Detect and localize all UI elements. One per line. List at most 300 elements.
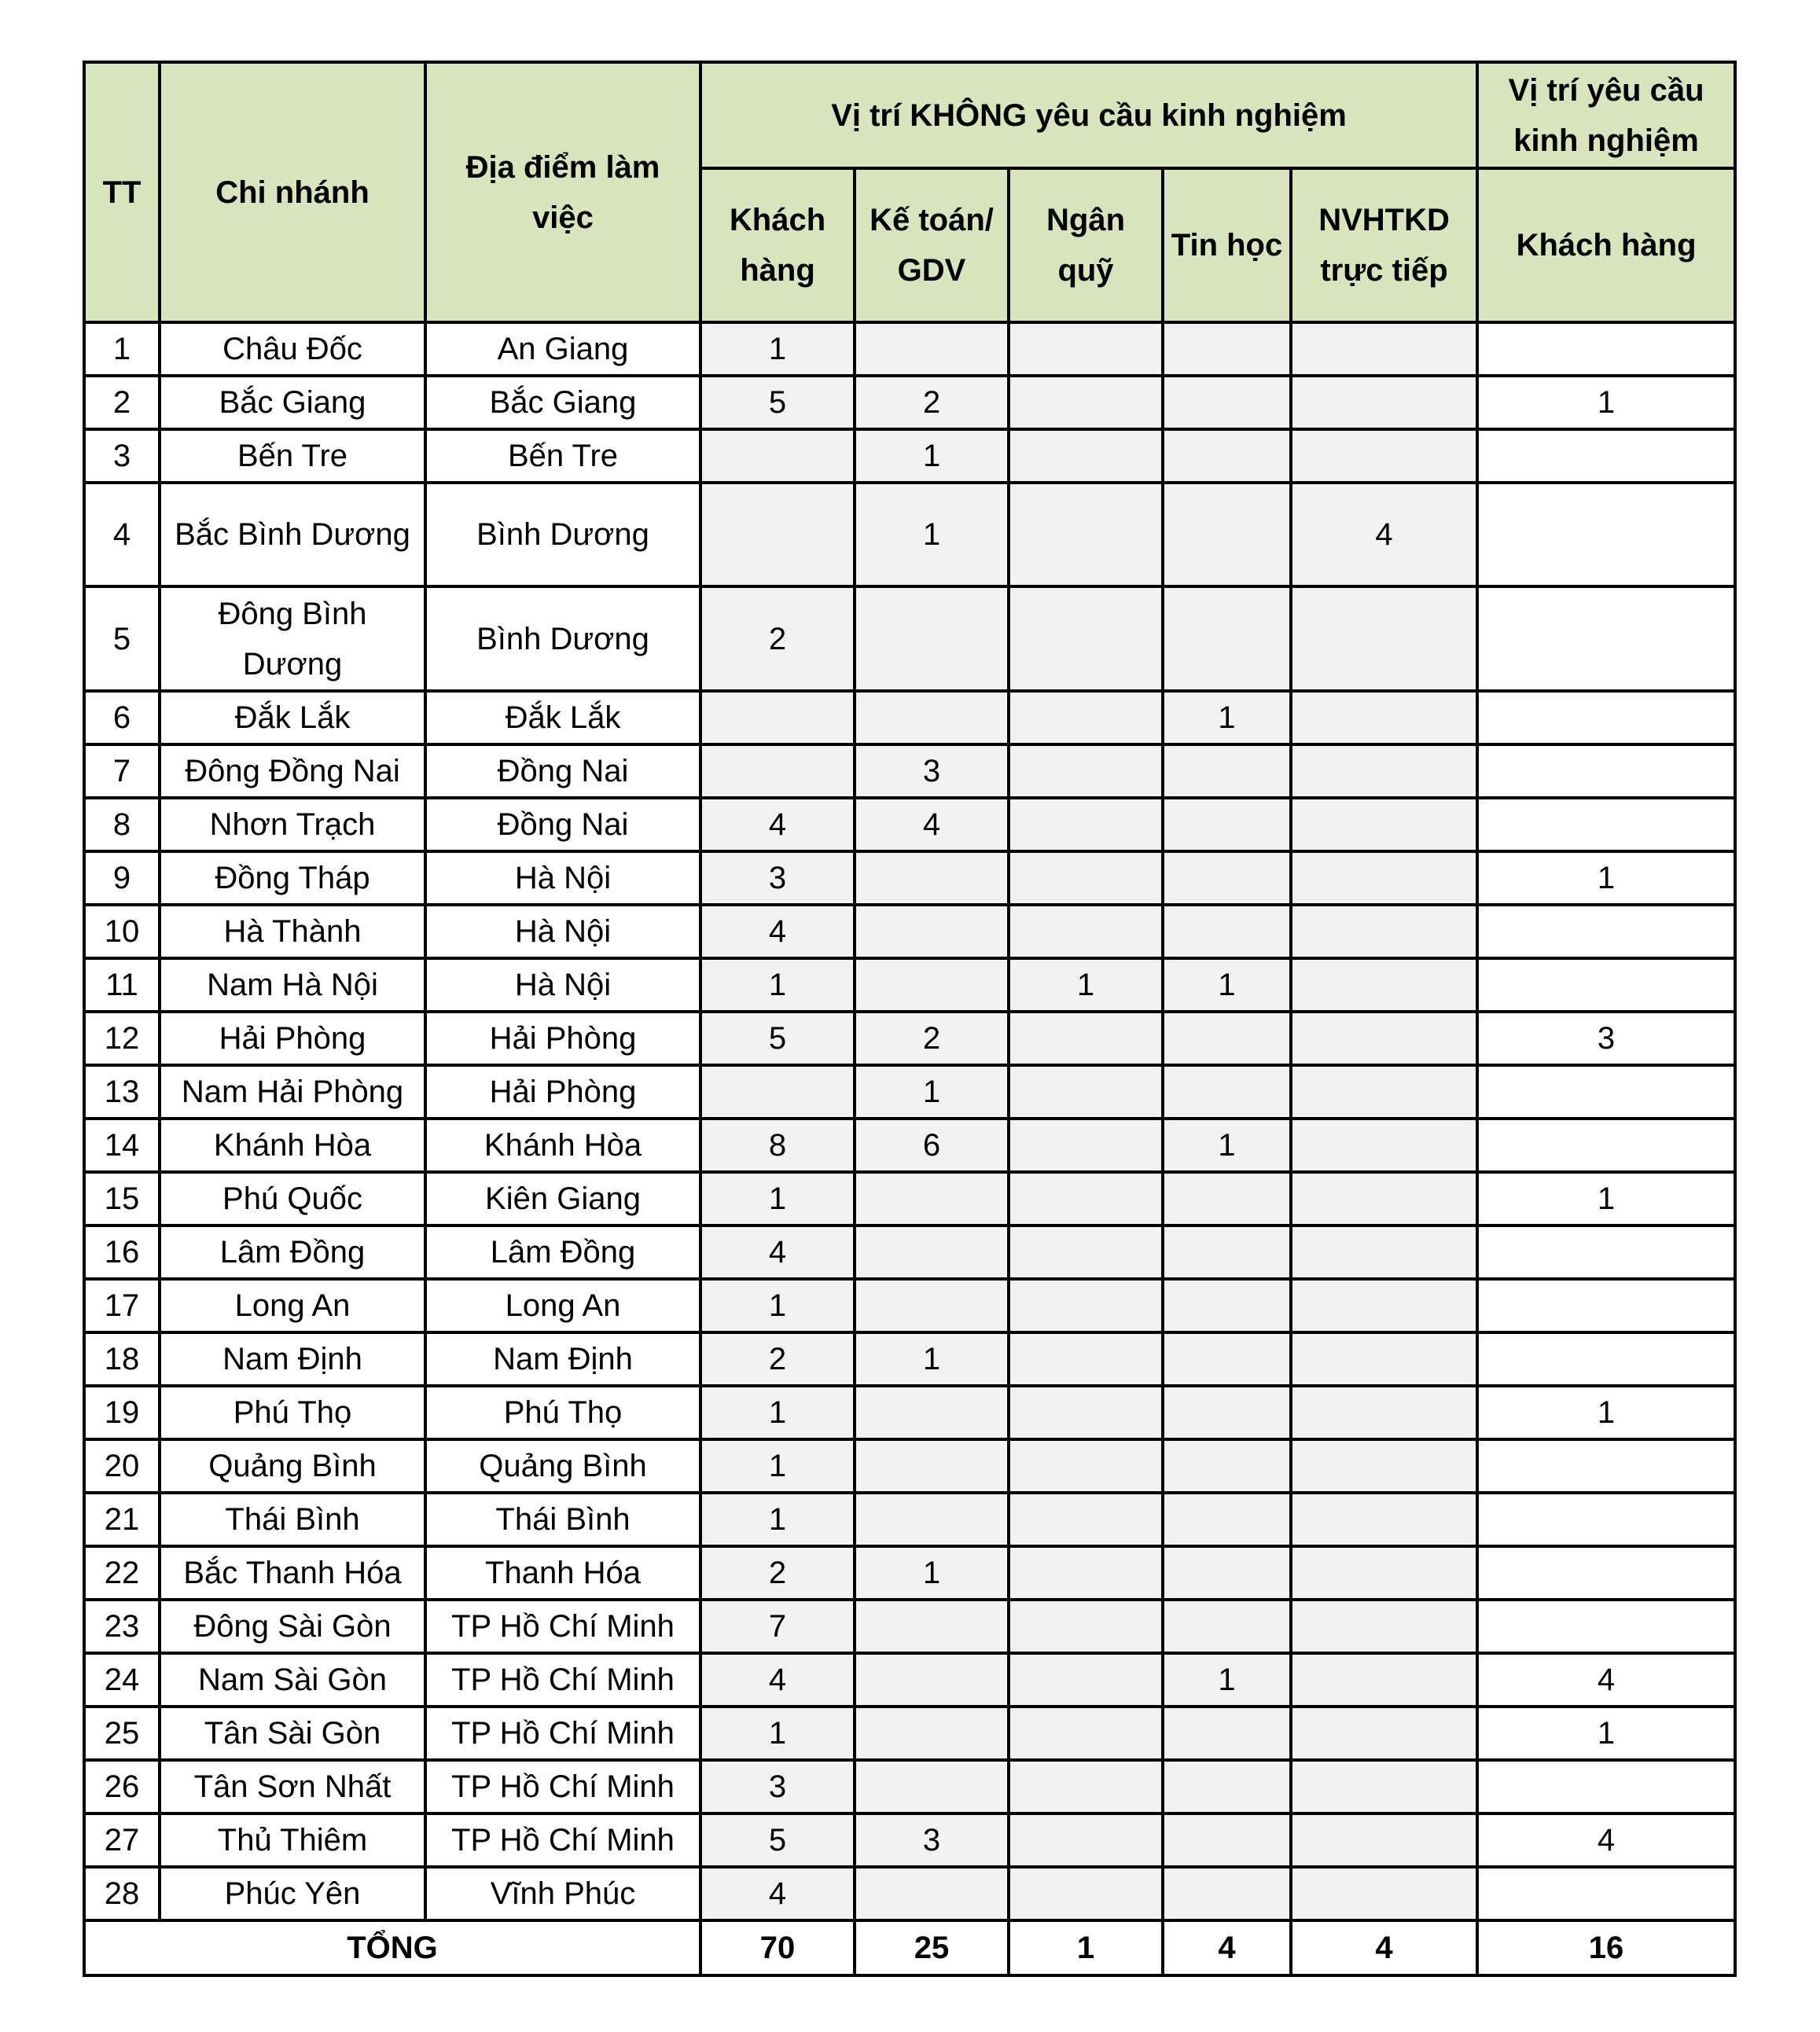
cell-branch: Bắc Thanh Hóa [160,1546,425,1600]
cell-accounting [855,1172,1009,1225]
cell-location: TP Hồ Chí Minh [425,1653,700,1707]
cell-it [1163,1386,1291,1439]
cell-experienced-customer [1477,1867,1735,1920]
recruitment-table [83,61,1737,1977]
cell-nvhtkd [1291,1600,1477,1653]
cell-experienced-customer [1477,691,1735,744]
cell-experienced-customer [1477,1332,1735,1386]
cell-accounting [855,1439,1009,1493]
cell-location: Long An [425,1279,700,1332]
cell-location: Kiên Giang [425,1172,700,1225]
cell-experienced-customer [1477,483,1735,586]
cell-tt: 25 [84,1707,160,1760]
cell-it [1163,1225,1291,1279]
cell-experienced-customer [1477,958,1735,1012]
cell-treasury [1009,744,1163,798]
cell-customer: 1 [700,1279,855,1332]
table-row [84,1065,1735,1119]
table-row [84,1493,1735,1546]
cell-customer: 1 [700,958,855,1012]
cell-customer: 1 [700,1493,855,1546]
cell-customer: 1 [700,1707,855,1760]
cell-location: Lâm Đồng [425,1225,700,1279]
table-row [84,429,1735,483]
cell-customer: 4 [700,905,855,958]
cell-location: Quảng Bình [425,1439,700,1493]
cell-customer [700,1065,855,1119]
table-row [84,1439,1735,1493]
cell-location: Phú Thọ [425,1386,700,1439]
cell-it [1163,1172,1291,1225]
cell-treasury [1009,691,1163,744]
cell-branch: Đông Bình Dương [160,586,425,690]
cell-location: Hà Nội [425,851,700,905]
table-row [84,586,1735,690]
cell-location: Thanh Hóa [425,1546,700,1600]
cell-nvhtkd [1291,322,1477,376]
cell-it: 1 [1163,1653,1291,1707]
table-row [84,1225,1735,1279]
cell-nvhtkd [1291,1546,1477,1600]
table-row [84,322,1735,376]
cell-accounting [855,1653,1009,1707]
cell-nvhtkd: 4 [1291,483,1477,586]
cell-it [1163,744,1291,798]
cell-customer: 4 [700,1653,855,1707]
cell-nvhtkd [1291,1760,1477,1813]
cell-accounting: 1 [855,1065,1009,1119]
cell-location: An Giang [425,322,700,376]
cell-it [1163,798,1291,851]
cell-location: Khánh Hòa [425,1119,700,1172]
cell-accounting: 6 [855,1119,1009,1172]
cell-customer: 4 [700,798,855,851]
cell-treasury: 1 [1009,958,1163,1012]
cell-branch: Đắk Lắk [160,691,425,744]
cell-customer: 1 [700,1172,855,1225]
cell-treasury [1009,1546,1163,1600]
cell-location: Bình Dương [425,483,700,586]
header-no-experience-group: Vị trí KHÔNG yêu cầu kinh nghiệm [700,62,1477,168]
cell-accounting: 3 [855,744,1009,798]
header-branch: Chi nhánh [160,62,425,322]
cell-it [1163,1813,1291,1867]
cell-experienced-customer [1477,1119,1735,1172]
table-row [84,483,1735,586]
cell-treasury [1009,1600,1163,1653]
cell-it [1163,1065,1291,1119]
cell-accounting [855,691,1009,744]
cell-accounting: 2 [855,376,1009,429]
cell-customer: 4 [700,1867,855,1920]
cell-it [1163,1760,1291,1813]
cell-nvhtkd [1291,1386,1477,1439]
cell-tt: 22 [84,1546,160,1600]
header-it: Tin học [1163,168,1291,322]
cell-nvhtkd [1291,744,1477,798]
cell-branch: Đồng Tháp [160,851,425,905]
cell-experienced-customer [1477,905,1735,958]
cell-it [1163,376,1291,429]
table-row [84,958,1735,1012]
cell-tt: 9 [84,851,160,905]
cell-it [1163,483,1291,586]
cell-location: TP Hồ Chí Minh [425,1600,700,1653]
cell-tt: 15 [84,1172,160,1225]
cell-location: Hải Phòng [425,1012,700,1065]
cell-treasury [1009,586,1163,690]
cell-tt: 6 [84,691,160,744]
cell-accounting: 3 [855,1813,1009,1867]
cell-nvhtkd [1291,1332,1477,1386]
cell-accounting [855,1493,1009,1546]
header-customer: Khách hàng [700,168,855,322]
cell-treasury [1009,1225,1163,1279]
cell-customer [700,483,855,586]
table-row [84,798,1735,851]
cell-it: 1 [1163,691,1291,744]
cell-location: Hải Phòng [425,1065,700,1119]
cell-branch: Đông Đồng Nai [160,744,425,798]
cell-accounting: 1 [855,483,1009,586]
cell-nvhtkd [1291,586,1477,690]
cell-customer: 5 [700,1813,855,1867]
cell-customer [700,744,855,798]
cell-experienced-customer [1477,429,1735,483]
cell-accounting [855,1760,1009,1813]
cell-nvhtkd [1291,1813,1477,1867]
cell-it [1163,1279,1291,1332]
header-experienced-customer: Khách hàng [1477,168,1735,322]
cell-location: TP Hồ Chí Minh [425,1707,700,1760]
cell-branch: Đông Sài Gòn [160,1600,425,1653]
cell-it [1163,429,1291,483]
total-treasury: 1 [1009,1920,1163,1975]
cell-tt: 28 [84,1867,160,1920]
cell-customer [700,429,855,483]
cell-treasury [1009,1867,1163,1920]
cell-treasury [1009,1119,1163,1172]
cell-experienced-customer [1477,586,1735,690]
cell-customer [700,691,855,744]
cell-experienced-customer: 1 [1477,1707,1735,1760]
cell-experienced-customer: 4 [1477,1813,1735,1867]
header-treasury: Ngân quỹ [1009,168,1163,322]
cell-nvhtkd [1291,905,1477,958]
cell-nvhtkd [1291,1172,1477,1225]
cell-branch: Châu Đốc [160,322,425,376]
table-row [84,744,1735,798]
header-tt: TT [84,62,160,322]
cell-location: Vĩnh Phúc [425,1867,700,1920]
cell-customer: 5 [700,376,855,429]
cell-tt: 10 [84,905,160,958]
cell-branch: Hải Phòng [160,1012,425,1065]
cell-nvhtkd [1291,1707,1477,1760]
cell-nvhtkd [1291,1867,1477,1920]
cell-treasury [1009,1760,1163,1813]
cell-nvhtkd [1291,691,1477,744]
cell-customer: 2 [700,1546,855,1600]
cell-treasury [1009,1386,1163,1439]
cell-branch: Tân Sài Gòn [160,1707,425,1760]
cell-customer: 2 [700,586,855,690]
cell-customer: 1 [700,1439,855,1493]
cell-experienced-customer: 1 [1477,376,1735,429]
cell-location: Thái Bình [425,1493,700,1546]
cell-tt: 27 [84,1813,160,1867]
header-nvhtkd: NVHTKD trực tiếp [1291,168,1477,322]
total-accounting: 25 [855,1920,1009,1975]
table-row [84,1813,1735,1867]
cell-tt: 16 [84,1225,160,1279]
cell-treasury [1009,1172,1163,1225]
cell-tt: 21 [84,1493,160,1546]
table-row [84,1119,1735,1172]
cell-it: 1 [1163,958,1291,1012]
header-location: Địa điểm làm việc [425,62,700,322]
cell-branch: Nhơn Trạch [160,798,425,851]
cell-branch: Thủ Thiêm [160,1813,425,1867]
cell-tt: 12 [84,1012,160,1065]
cell-location: Hà Nội [425,905,700,958]
cell-customer: 8 [700,1119,855,1172]
cell-accounting [855,1279,1009,1332]
cell-it [1163,1600,1291,1653]
cell-branch: Hà Thành [160,905,425,958]
cell-nvhtkd [1291,1225,1477,1279]
cell-branch: Nam Hà Nội [160,958,425,1012]
cell-tt: 3 [84,429,160,483]
cell-tt: 5 [84,586,160,690]
cell-it [1163,586,1291,690]
cell-nvhtkd [1291,1653,1477,1707]
table-header [84,62,1735,322]
cell-branch: Bến Tre [160,429,425,483]
cell-branch: Nam Sài Gòn [160,1653,425,1707]
cell-treasury [1009,376,1163,429]
table-row [84,1332,1735,1386]
cell-tt: 17 [84,1279,160,1332]
table-row [84,1867,1735,1920]
cell-it [1163,1012,1291,1065]
cell-it [1163,1332,1291,1386]
cell-nvhtkd [1291,429,1477,483]
cell-tt: 13 [84,1065,160,1119]
cell-tt: 7 [84,744,160,798]
cell-customer: 4 [700,1225,855,1279]
table-row [84,1707,1735,1760]
cell-it [1163,1867,1291,1920]
cell-branch: Thái Bình [160,1493,425,1546]
table-row [84,1600,1735,1653]
cell-location: TP Hồ Chí Minh [425,1813,700,1867]
cell-branch: Lâm Đồng [160,1225,425,1279]
cell-tt: 4 [84,483,160,586]
cell-experienced-customer: 1 [1477,851,1735,905]
cell-experienced-customer [1477,1600,1735,1653]
total-experienced-customer: 16 [1477,1920,1735,1975]
cell-location: TP Hồ Chí Minh [425,1760,700,1813]
cell-accounting [855,1867,1009,1920]
header-experience-group: Vị trí yêu cầu kinh nghiệm [1477,62,1735,168]
total-label: TỔNG [84,1920,700,1975]
cell-experienced-customer [1477,744,1735,798]
total-row [84,1920,1735,1975]
cell-experienced-customer [1477,1439,1735,1493]
cell-experienced-customer [1477,1065,1735,1119]
cell-treasury [1009,322,1163,376]
cell-branch: Nam Định [160,1332,425,1386]
total-it: 4 [1163,1920,1291,1975]
table-row [84,1386,1735,1439]
cell-branch: Quảng Bình [160,1439,425,1493]
cell-treasury [1009,483,1163,586]
cell-it: 1 [1163,1119,1291,1172]
cell-nvhtkd [1291,1012,1477,1065]
cell-treasury [1009,1653,1163,1707]
cell-tt: 24 [84,1653,160,1707]
table-row [84,376,1735,429]
cell-experienced-customer: 4 [1477,1653,1735,1707]
cell-treasury [1009,1279,1163,1332]
cell-treasury [1009,851,1163,905]
cell-tt: 8 [84,798,160,851]
cell-treasury [1009,1439,1163,1493]
cell-tt: 20 [84,1439,160,1493]
cell-nvhtkd [1291,798,1477,851]
cell-tt: 1 [84,322,160,376]
cell-experienced-customer: 3 [1477,1012,1735,1065]
cell-branch: Tân Sơn Nhất [160,1760,425,1813]
cell-branch: Khánh Hòa [160,1119,425,1172]
cell-it [1163,1493,1291,1546]
cell-nvhtkd [1291,1119,1477,1172]
cell-tt: 14 [84,1119,160,1172]
cell-accounting: 1 [855,429,1009,483]
cell-customer: 1 [700,1386,855,1439]
table-row [84,1012,1735,1065]
cell-treasury [1009,1012,1163,1065]
cell-tt: 19 [84,1386,160,1439]
cell-nvhtkd [1291,1439,1477,1493]
cell-tt: 2 [84,376,160,429]
table-row [84,905,1735,958]
cell-experienced-customer [1477,1546,1735,1600]
table-row [84,691,1735,744]
cell-nvhtkd [1291,376,1477,429]
cell-accounting [855,1707,1009,1760]
cell-experienced-customer [1477,798,1735,851]
cell-experienced-customer [1477,1760,1735,1813]
cell-accounting: 1 [855,1546,1009,1600]
cell-experienced-customer [1477,1279,1735,1332]
header-accounting: Kế toán/ GDV [855,168,1009,322]
cell-branch: Phúc Yên [160,1867,425,1920]
cell-location: Đắk Lắk [425,691,700,744]
table-row [84,1172,1735,1225]
cell-nvhtkd [1291,1065,1477,1119]
cell-branch: Bắc Giang [160,376,425,429]
cell-nvhtkd [1291,1493,1477,1546]
cell-accounting [855,1225,1009,1279]
cell-customer: 5 [700,1012,855,1065]
total-nvhtkd: 4 [1291,1920,1477,1975]
cell-tt: 23 [84,1600,160,1653]
cell-treasury [1009,429,1163,483]
cell-nvhtkd [1291,851,1477,905]
cell-location: Bến Tre [425,429,700,483]
cell-branch: Nam Hải Phòng [160,1065,425,1119]
cell-accounting [855,586,1009,690]
cell-experienced-customer [1477,1493,1735,1546]
table-body [84,322,1735,1920]
cell-accounting [855,1600,1009,1653]
cell-it [1163,851,1291,905]
cell-it [1163,1707,1291,1760]
table-row [84,1653,1735,1707]
cell-treasury [1009,1065,1163,1119]
cell-treasury [1009,798,1163,851]
table-row [84,1279,1735,1332]
cell-location: Nam Định [425,1332,700,1386]
cell-location: Đồng Nai [425,744,700,798]
cell-experienced-customer: 1 [1477,1386,1735,1439]
cell-treasury [1009,905,1163,958]
cell-it [1163,905,1291,958]
table-row [84,1760,1735,1813]
cell-tt: 26 [84,1760,160,1813]
cell-branch: Long An [160,1279,425,1332]
cell-treasury [1009,1493,1163,1546]
cell-customer: 7 [700,1600,855,1653]
cell-customer: 3 [700,851,855,905]
table-row [84,1546,1735,1600]
total-customer: 70 [700,1920,855,1975]
cell-accounting [855,905,1009,958]
cell-treasury [1009,1813,1163,1867]
cell-treasury [1009,1707,1163,1760]
cell-location: Bắc Giang [425,376,700,429]
cell-experienced-customer [1477,1225,1735,1279]
cell-accounting [855,1386,1009,1439]
cell-branch: Phú Quốc [160,1172,425,1225]
cell-experienced-customer: 1 [1477,1172,1735,1225]
cell-tt: 18 [84,1332,160,1386]
cell-customer: 1 [700,322,855,376]
cell-branch: Bắc Bình Dương [160,483,425,586]
cell-accounting: 1 [855,1332,1009,1386]
cell-accounting [855,851,1009,905]
cell-accounting: 2 [855,1012,1009,1065]
cell-branch: Phú Thọ [160,1386,425,1439]
cell-nvhtkd [1291,1279,1477,1332]
table-row [84,851,1735,905]
cell-treasury [1009,1332,1163,1386]
cell-customer: 3 [700,1760,855,1813]
cell-it [1163,322,1291,376]
cell-nvhtkd [1291,958,1477,1012]
cell-tt: 11 [84,958,160,1012]
cell-location: Hà Nội [425,958,700,1012]
cell-location: Bình Dương [425,586,700,690]
cell-accounting [855,322,1009,376]
cell-it [1163,1546,1291,1600]
cell-location: Đồng Nai [425,798,700,851]
cell-it [1163,1439,1291,1493]
cell-accounting [855,958,1009,1012]
cell-customer: 2 [700,1332,855,1386]
